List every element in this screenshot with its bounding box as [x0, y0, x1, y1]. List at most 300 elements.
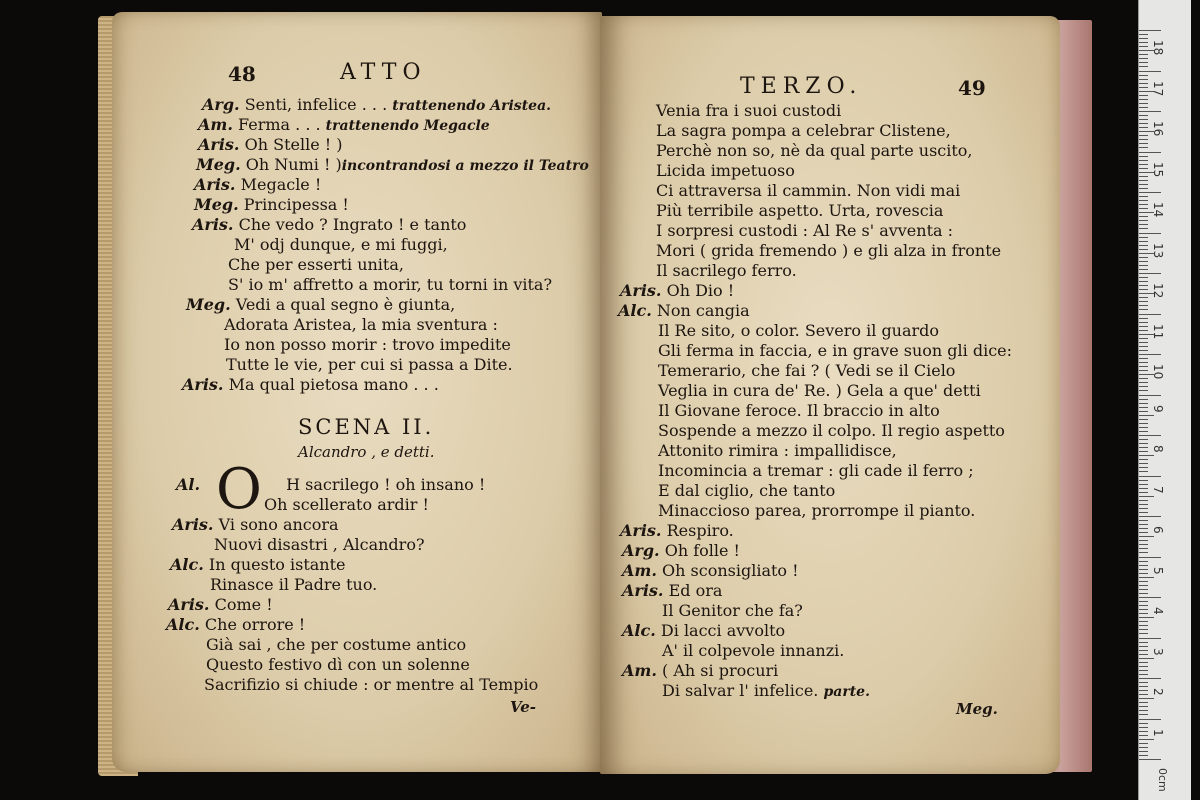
line-text: Sospende a mezzo il colpo. Il regio aspetto: [658, 421, 1005, 440]
text-line: [658, 422, 1005, 440]
ruler-number: 14: [1151, 202, 1165, 218]
ruler-tick: [1139, 46, 1148, 47]
speaker-label: Aris.: [198, 135, 240, 154]
ruler-tick: [1139, 119, 1148, 120]
ruler-tick: [1139, 156, 1148, 157]
text-line: [622, 562, 799, 580]
ruler-tick: [1139, 629, 1148, 630]
ruler-tick: [1139, 423, 1148, 424]
ruler-tick: [1139, 633, 1148, 634]
line-text: Oh Dio !: [666, 281, 735, 300]
ruler-number: 9: [1151, 404, 1165, 413]
ruler-tick: [1139, 309, 1148, 310]
speaker-label: Am.: [622, 661, 657, 680]
text-line: [620, 282, 734, 300]
right-page-number: 49: [958, 76, 986, 100]
ruler-tick: [1139, 714, 1148, 715]
line-text: Incomincia a tremar : gli cade il ferro ;: [658, 461, 974, 480]
text-line: [656, 202, 943, 220]
line-text: Venia fra i suoi custodi: [656, 101, 842, 120]
ruler-tick: [1139, 305, 1148, 306]
line-text: Rinasce il Padre tuo.: [210, 575, 378, 594]
line-text: Senti, infelice . . .: [244, 95, 393, 114]
speaker-label: Meg.: [186, 295, 231, 314]
ruler-tick: [1139, 702, 1148, 703]
ruler-tick: [1139, 463, 1148, 464]
ruler-tick: [1139, 297, 1148, 298]
ruler-tick: [1139, 605, 1148, 606]
text-line: [210, 576, 377, 594]
ruler-tick: [1139, 690, 1148, 691]
ruler-tick: [1139, 326, 1148, 327]
ruler-tick: [1139, 322, 1148, 323]
ruler-tick: [1139, 727, 1148, 728]
ruler-tick: [1139, 565, 1148, 566]
ruler-tick: [1139, 54, 1148, 55]
ruler-tick: [1139, 330, 1148, 331]
speaker-label: Aris.: [622, 581, 664, 600]
line-text: Tutte le vie, per cui si passa a Dite.: [226, 355, 513, 374]
ruler-tick: [1139, 216, 1148, 217]
ruler-tick: [1139, 658, 1154, 659]
ruler-tick: [1139, 358, 1148, 359]
ruler-tick: [1139, 245, 1148, 246]
ruler-tick: [1139, 520, 1148, 521]
ruler-tick: [1139, 386, 1148, 387]
ruler-tick: [1139, 208, 1148, 209]
ruler-tick: [1139, 654, 1148, 655]
text-line: [658, 382, 981, 400]
ruler-tick: [1139, 204, 1148, 205]
ruler-tick: [1139, 370, 1148, 371]
ruler-tick: [1139, 350, 1148, 351]
line-text: Il sacrilego ferro.: [656, 261, 797, 280]
ruler-tick: [1139, 500, 1148, 501]
ruler-tick: [1139, 362, 1148, 363]
speaker-label: Am.: [622, 561, 657, 580]
ruler-tick: [1139, 224, 1148, 225]
text-line: [194, 176, 321, 194]
ruler-tick: [1139, 71, 1161, 72]
ruler-tick: [1139, 407, 1148, 408]
text-line: [620, 522, 734, 540]
text-line: [658, 502, 975, 520]
line-text: Che vedo ? Ingrato ! e tanto: [238, 215, 467, 234]
ruler-tick: [1139, 548, 1148, 549]
ruler-tick: [1139, 366, 1148, 367]
ruler-tick: [1139, 617, 1154, 618]
ruler-number: 3: [1151, 647, 1165, 656]
ruler-tick: [1139, 354, 1161, 355]
ruler-tick: [1139, 613, 1148, 614]
text-line: [662, 682, 870, 701]
ruler-number: 11: [1151, 323, 1165, 339]
ruler-tick: [1139, 427, 1148, 428]
ruler-tick: [1139, 670, 1148, 671]
text-line: [228, 256, 404, 274]
ruler-tick: [1139, 552, 1148, 553]
ruler-tick: [1139, 34, 1148, 35]
ruler-tick: [1139, 561, 1148, 562]
ruler-tick: [1139, 152, 1161, 153]
ruler-tick: [1139, 480, 1148, 481]
line-text: Ferma . . .: [238, 115, 326, 134]
ruler-number: 7: [1151, 485, 1165, 494]
speaker-label: Meg.: [196, 155, 241, 174]
line-text: Attonito rimira : impallidisce,: [658, 441, 897, 460]
ruler-tick: [1139, 666, 1148, 667]
ruler-tick: [1139, 476, 1161, 477]
ruler-tick: [1139, 30, 1161, 31]
ruler-tick: [1139, 111, 1161, 112]
text-line: [656, 162, 795, 180]
ruler-tick: [1139, 115, 1148, 116]
ruler-tick: [1139, 62, 1148, 63]
ruler-tick: [1139, 342, 1148, 343]
ruler-tick: [1139, 557, 1161, 558]
line-text: Io non posso morir : trovo impedite: [224, 335, 511, 354]
ruler-tick: [1139, 127, 1148, 128]
ruler-tick: [1139, 723, 1148, 724]
speaker-label: Aris.: [172, 515, 214, 534]
ruler-tick: [1139, 459, 1148, 460]
text-line: [656, 222, 953, 240]
text-line: [228, 276, 552, 294]
text-line: [658, 442, 897, 460]
ruler-tick: [1139, 382, 1148, 383]
line-text: Ed ora: [668, 581, 723, 600]
ruler-tick: [1139, 471, 1148, 472]
text-line: [656, 102, 841, 120]
text-line: [618, 302, 750, 320]
ruler-tick: [1139, 528, 1148, 529]
stage-direction: trattenendo Megacle: [325, 118, 490, 134]
line-text: Minaccioso parea, prorrompe il pianto.: [658, 501, 976, 520]
text-line: [206, 636, 466, 654]
ruler-tick: [1139, 706, 1148, 707]
ruler-tick: [1139, 638, 1161, 639]
ruler-tick: [1139, 42, 1148, 43]
ruler-tick: [1139, 220, 1148, 221]
ruler-tick: [1139, 269, 1148, 270]
ruler-tick: [1139, 650, 1148, 651]
line-text: Veglia in cura de' Re. ) Gela a que' detti: [658, 381, 981, 400]
ruler-tick: [1139, 662, 1148, 663]
line-text: S' io m' affretto a morir, tu torni in vita?: [228, 275, 553, 294]
line-text: Vi sono ancora: [218, 515, 339, 534]
ruler-tick: [1139, 265, 1148, 266]
ruler-tick: [1139, 419, 1148, 420]
line-text: Di salvar l' infelice.: [662, 681, 824, 700]
ruler-tick: [1139, 601, 1148, 602]
speaker-label: Arg.: [202, 95, 240, 114]
ruler-tick: [1139, 87, 1148, 88]
ruler-tick: [1139, 581, 1148, 582]
ruler-tick: [1139, 289, 1148, 290]
speaker-label: Aris.: [194, 175, 236, 194]
line-text: Oh scellerato ardir !: [264, 495, 429, 514]
text-line: [196, 156, 589, 175]
left-page-number: 48: [228, 62, 256, 86]
line-text: Oh Stelle ! ): [244, 135, 343, 154]
ruler-tick: [1139, 451, 1148, 452]
ruler-tick: [1139, 755, 1148, 756]
line-text: ( Ah si procuri: [662, 661, 779, 680]
ruler-tick: [1139, 228, 1148, 229]
line-text: Il Giovane feroce. Il braccio in alto: [658, 401, 940, 420]
ruler-tick: [1139, 698, 1154, 699]
ruler-tick: [1139, 524, 1148, 525]
text-line: [168, 596, 273, 614]
line-text: Ma qual pietosa mano . . .: [228, 375, 439, 394]
line-text: I sorpresi custodi : Al Re s' avventa :: [656, 221, 954, 240]
ruler-number: 13: [1151, 242, 1165, 258]
ruler-tick: [1139, 338, 1148, 339]
text-line: [658, 462, 974, 480]
speaker-label: Aris.: [192, 215, 234, 234]
ruler-tick: [1139, 536, 1154, 537]
text-line: [198, 136, 343, 154]
text-line: [202, 96, 551, 115]
line-text: A' il colpevole innanzi.: [662, 641, 845, 660]
ruler-tick: [1139, 139, 1148, 140]
text-line: [166, 616, 305, 634]
ruler-tick: [1139, 346, 1148, 347]
ruler-tick: [1139, 277, 1148, 278]
ruler-tick: [1139, 759, 1161, 760]
ruler-tick: [1139, 455, 1154, 456]
text-line: [192, 216, 466, 234]
ruler-tick: [1139, 492, 1148, 493]
ruler-tick: [1139, 415, 1154, 416]
ruler-tick: [1139, 532, 1148, 533]
ruler-tick: [1139, 751, 1148, 752]
ruler-tick: [1139, 107, 1148, 108]
line-text: Che orrore !: [204, 615, 306, 634]
ruler-tick: [1139, 488, 1148, 489]
ruler-tick: [1139, 589, 1148, 590]
ruler-tick: [1139, 188, 1148, 189]
ruler-tick: [1139, 241, 1148, 242]
speaker-label: Aris.: [168, 595, 210, 614]
line-text: Oh sconsigliato !: [662, 561, 799, 580]
line-text: Ci attraversa il cammin. Non vidi mai: [656, 181, 961, 200]
line-text: M' odj dunque, e mi fuggi,: [234, 235, 448, 254]
ruler-tick: [1139, 435, 1161, 436]
ruler-tick: [1139, 273, 1161, 274]
line-text: Licida impetuoso: [656, 161, 795, 180]
text-line: [658, 402, 940, 420]
ruler-tick: [1139, 585, 1148, 586]
ruler-tick: [1139, 569, 1148, 570]
ruler-tick: [1139, 467, 1148, 468]
catchword: Ve-: [510, 698, 537, 716]
text-line: [226, 356, 513, 374]
text-line: [172, 516, 339, 534]
ruler-number: 16: [1151, 121, 1165, 137]
text-line: [656, 142, 973, 160]
ruler-tick: [1139, 233, 1161, 234]
speaker-label: Am.: [198, 115, 233, 134]
speaker-label: Aris.: [620, 281, 662, 300]
right-page: [600, 16, 1060, 774]
line-text: Oh folle !: [664, 541, 740, 560]
ruler-tick: [1139, 200, 1148, 201]
ruler-tick: [1139, 147, 1148, 148]
ruler-tick: [1139, 314, 1161, 315]
ruler-tick: [1139, 261, 1148, 262]
ruler-number: 2: [1151, 688, 1165, 696]
ruler-tick: [1139, 431, 1148, 432]
ruler-tick: [1139, 593, 1148, 594]
line-text: Di lacci avvolto: [660, 621, 786, 640]
ruler-tick: [1139, 99, 1148, 100]
line-text: E dal ciglio, che tanto: [658, 481, 836, 500]
text-line: [264, 496, 429, 514]
ruler-tick: [1139, 249, 1148, 250]
ruler-tick: [1139, 58, 1148, 59]
ruler-tick: [1139, 192, 1161, 193]
ruler-tick: [1139, 731, 1148, 732]
line-text: Sacrifizio si chiude : or mentre al Tempio: [204, 675, 539, 694]
ruler-tick: [1139, 504, 1148, 505]
ruler-tick: [1139, 257, 1148, 258]
line-text: Perchè non so, nè da qual parte uscito,: [656, 141, 973, 160]
right-running-header: TERZO.: [740, 74, 863, 99]
line-text: Nuovi disastri , Alcandro?: [214, 535, 425, 554]
ruler-tick: [1139, 135, 1148, 136]
line-text: Vedi a qual segno è giunta,: [235, 295, 456, 314]
ruler-tick: [1139, 484, 1148, 485]
drop-cap: O: [216, 457, 262, 522]
ruler-tick: [1139, 544, 1148, 545]
text-line: [658, 342, 1012, 360]
ruler-tick: [1139, 597, 1161, 598]
text-line: [656, 122, 951, 140]
ruler-tick: [1139, 439, 1148, 440]
ruler-number: 6: [1151, 526, 1165, 534]
ruler-tick: [1139, 674, 1148, 675]
speaker-label: Alc.: [618, 301, 652, 320]
ruler-number: 15: [1151, 161, 1165, 177]
ruler-tick: [1139, 710, 1148, 711]
text-line: [658, 362, 955, 380]
ruler-tick: [1139, 180, 1148, 181]
ruler-number: 1: [1151, 728, 1165, 737]
speaker-label: Alc.: [622, 621, 656, 640]
ruler-number: 12: [1151, 283, 1165, 299]
stage-direction: trattenendo Aristea.: [392, 98, 552, 114]
line-text: La sagra pompa a celebrar Clistene,: [656, 121, 951, 140]
ruler-tick: [1139, 38, 1148, 39]
text-line: [194, 196, 349, 214]
ruler-tick: [1139, 164, 1148, 165]
ruler-tick: [1139, 103, 1148, 104]
text-line: [224, 316, 498, 334]
ruler-tick: [1139, 75, 1148, 76]
ruler-tick: [1139, 573, 1148, 574]
ruler-tick: [1139, 196, 1148, 197]
ruler-tick: [1139, 411, 1148, 412]
text-line: [182, 376, 439, 394]
text-line: [224, 336, 511, 354]
ruler-tick: [1139, 168, 1148, 169]
ruler-tick: [1139, 747, 1148, 748]
line-text: Temerario, che fai ? ( Vedi se il Cielo: [658, 361, 956, 380]
text-line: [662, 602, 803, 620]
text-line: [658, 482, 835, 500]
ruler-tick: [1139, 686, 1148, 687]
ruler-tick: [1139, 123, 1148, 124]
left-running-header: ATTO: [340, 60, 427, 85]
ruler-tick: [1139, 646, 1148, 647]
text-line: [206, 656, 470, 674]
text-line: [622, 542, 740, 560]
ruler-tick: [1139, 403, 1148, 404]
line-text: Mori ( grida fremendo ) e gli alza in fronte: [656, 241, 1002, 260]
text-line: [622, 582, 722, 600]
ruler-tick: [1139, 160, 1148, 161]
line-text: Principessa !: [243, 195, 349, 214]
ruler-tick: [1139, 642, 1148, 643]
ruler-tick: [1139, 609, 1148, 610]
ruler-unit-label: 0cm: [1156, 768, 1169, 792]
text-line: [622, 662, 778, 680]
line-text: Già sai , che per costume antico: [206, 635, 467, 654]
text-line: [656, 262, 797, 280]
line-text: Questo festivo dì con un solenne: [206, 655, 470, 674]
ruler-tick: [1139, 508, 1148, 509]
ruler-number: 18: [1151, 40, 1165, 56]
scene-persons: Alcandro , e detti.: [298, 443, 435, 461]
text-line: [658, 322, 939, 340]
text-line: [656, 182, 960, 200]
line-text: Oh Numi ! ): [245, 155, 342, 174]
ruler-tick: [1139, 390, 1148, 391]
line-text: Megacle !: [240, 175, 322, 194]
text-line: [170, 556, 346, 574]
ruler-tick: [1139, 184, 1148, 185]
stage-direction: incontrandosi a mezzo il Teatro: [341, 158, 589, 174]
ruler-tick: [1139, 95, 1148, 96]
ruler-tick: [1139, 301, 1148, 302]
speaker-label: Meg.: [194, 195, 239, 214]
text-line: [656, 242, 1001, 260]
ruler-tick: [1139, 496, 1154, 497]
speaker-label: Arg.: [622, 541, 660, 560]
text-line: [214, 536, 425, 554]
text-line: [622, 622, 785, 640]
ruler-tick: [1139, 143, 1148, 144]
line-text: Il Genitor che fa?: [662, 601, 803, 620]
ruler-tick: [1139, 281, 1148, 282]
measuring-ruler: [1138, 0, 1191, 800]
speaker-label: Aris.: [620, 521, 662, 540]
text-line: [186, 296, 455, 314]
line-text: Più terribile aspetto. Urta, rovescia: [656, 201, 944, 220]
ruler-tick: [1139, 739, 1154, 740]
speaker-label: Aris.: [182, 375, 224, 394]
text-line: [234, 236, 448, 254]
text-line: [204, 676, 538, 694]
stage-direction: parte.: [823, 684, 870, 700]
ruler-tick: [1139, 237, 1148, 238]
speaker-label: Al.: [176, 475, 201, 494]
ruler-tick: [1139, 540, 1148, 541]
ruler-tick: [1139, 719, 1161, 720]
ruler-tick: [1139, 577, 1154, 578]
ruler-tick: [1139, 447, 1148, 448]
